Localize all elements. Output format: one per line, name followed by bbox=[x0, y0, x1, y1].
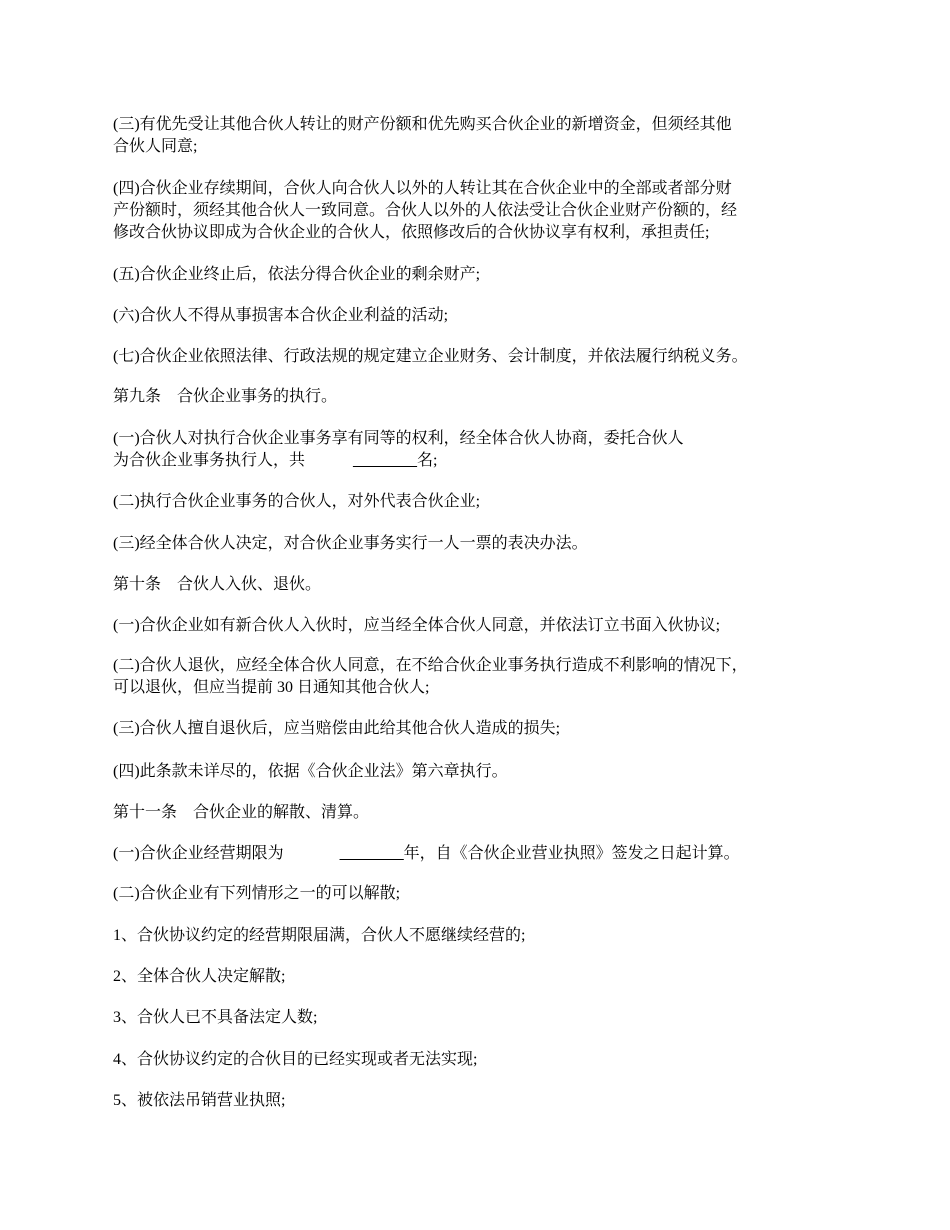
line-prefix: 为合伙企业事务执行人，共 bbox=[113, 452, 306, 469]
paragraph-line: 修改合伙协议即成为合伙企业的合伙人，依照修改后的合伙协议享有权利，承担责任; bbox=[113, 224, 710, 241]
line-prefix: (一)合伙企业经营期限为 bbox=[113, 845, 284, 862]
dissolution-item-2: 2、全体合伙人决定解散; bbox=[113, 968, 286, 985]
art11-clause-2-dissolution: (二)合伙企业有下列情形之一的可以解散; bbox=[113, 885, 401, 902]
dissolution-item-3: 3、合伙人已不具备法定人数; bbox=[113, 1009, 318, 1026]
article-11-title: 第十一条 合伙企业的解散、清算。 bbox=[113, 804, 370, 821]
fill-in-blank-years[interactable]: ________ bbox=[339, 845, 404, 862]
art10-clause-4-reference: (四)此条款未详尽的，依据《合伙企业法》第六章执行。 bbox=[113, 763, 508, 780]
art10-clause-3-compensation: (三)合伙人擅自退伙后，应当赔偿由此给其他合伙人造成的损失; bbox=[113, 720, 561, 737]
art10-clause-2-withdraw bbox=[113, 655, 843, 699]
art9-clause-1-executor bbox=[113, 428, 843, 472]
dissolution-item-4: 4、合伙协议约定的合伙目的已经实现或者无法实现; bbox=[113, 1051, 478, 1068]
art10-clause-1-join: (一)合伙企业如有新合伙人入伙时，应当经全体合伙人同意，并依法订立书面入伙协议; bbox=[113, 617, 721, 634]
art11-clause-1-term bbox=[113, 843, 843, 865]
clause-6-no-harm: (六)合伙人不得从事损害本合伙企业利益的活动; bbox=[113, 307, 449, 324]
dissolution-item-5: 5、被依法吊销营业执照; bbox=[113, 1092, 286, 1109]
clause-7-accounting: (七)合伙企业依照法律、行政法规的规定建立企业财务、会计制度，并依法履行纳税义务。 bbox=[113, 348, 748, 365]
paragraph-line: (二)合伙人退伙，应经全体合伙人同意，在不给合伙企业事务执行造成不利影响的情况下， bbox=[113, 657, 748, 674]
dissolution-item-1: 1、合伙协议约定的经营期限届满，合伙人不愿继续经营的; bbox=[113, 927, 526, 944]
paragraph-line: 产份额时，须经其他合伙人一致同意。合伙人以外的人依法受让合伙企业财产份额的，经 bbox=[113, 202, 738, 219]
line-suffix: 年，自《合伙企业营业执照》签发之日起计算。 bbox=[403, 845, 740, 862]
paragraph-line: 可以退伙，但应当提前 30 日通知其他合伙人; bbox=[113, 679, 430, 696]
paragraph-line bbox=[113, 450, 843, 472]
art9-clause-2-represent: (二)执行合伙企业事务的合伙人，对外代表合伙企业; bbox=[113, 493, 481, 510]
clause-3-right-of-first-refusal bbox=[113, 114, 843, 158]
article-9-title: 第九条 合伙企业事务的执行。 bbox=[113, 388, 338, 405]
paragraph-line: 合伙人同意; bbox=[113, 138, 198, 155]
clause-5-remaining-assets: (五)合伙企业终止后，依法分得合伙企业的剩余财产; bbox=[113, 266, 481, 283]
paragraph-line: (三)有优先受让其他合伙人转让的财产份额和优先购买合伙企业的新增资金，但须经其他 bbox=[113, 116, 732, 133]
article-10-title: 第十条 合伙人入伙、退伙。 bbox=[113, 576, 322, 593]
fill-in-blank-count[interactable]: ________ bbox=[353, 452, 418, 469]
paragraph-line: (四)合伙企业存续期间，合伙人向合伙人以外的人转让其在合伙企业中的全部或者部分财 bbox=[113, 180, 732, 197]
art9-clause-3-voting: (三)经全体合伙人决定，对合伙企业事务实行一人一票的表决办法。 bbox=[113, 535, 588, 552]
paragraph-line: (一)合伙人对执行合伙企业事务享有同等的权利，经全体合伙人协商，委托合伙人 bbox=[113, 430, 684, 447]
line-suffix: 名; bbox=[417, 452, 438, 469]
clause-4-share-transfer bbox=[113, 178, 843, 244]
